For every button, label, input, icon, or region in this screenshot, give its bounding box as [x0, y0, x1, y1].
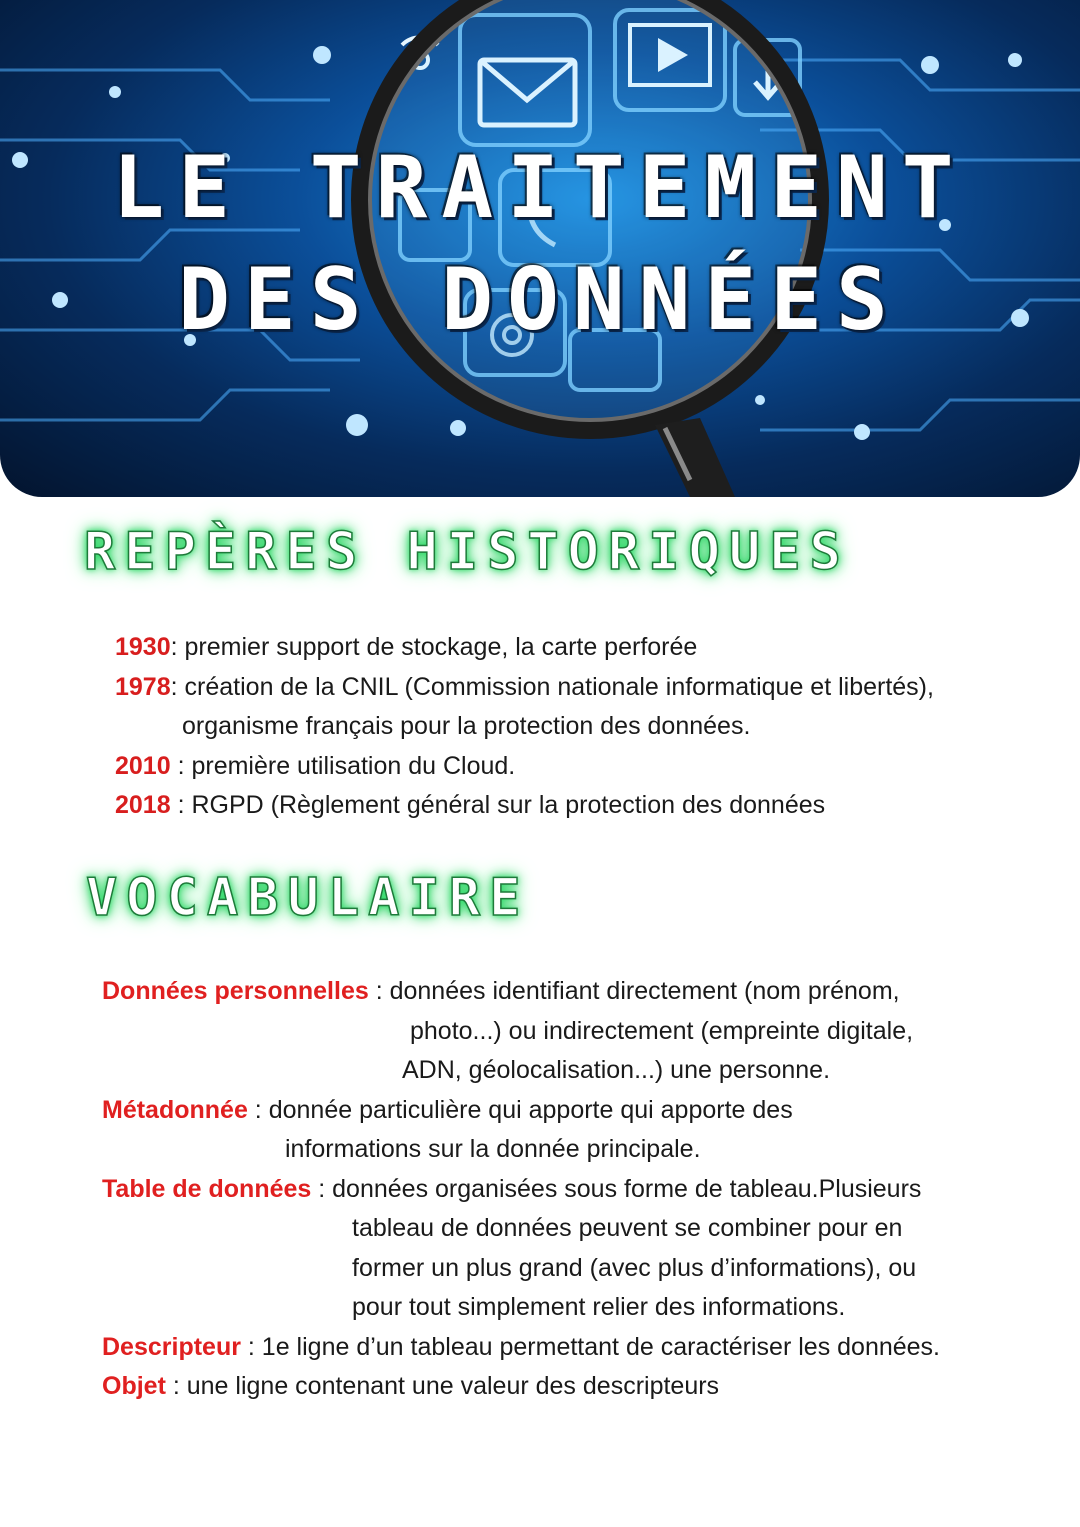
- vocab-item: [102, 972, 1052, 1012]
- history-item: [115, 628, 1015, 668]
- vocab-separator: :: [247, 1095, 269, 1124]
- vocab-separator: :: [368, 977, 390, 1005]
- vocab-definition: une ligne contenant une valeur des descripteurs: [186, 1372, 720, 1400]
- history-list: [115, 628, 1015, 826]
- vocab-definition-continued: ADN, géolocalisation...) une personne.: [402, 1056, 831, 1084]
- vocab-separator: :: [311, 1174, 333, 1203]
- vocab-term: Descripteur: [102, 1332, 241, 1361]
- vocab-term: Table de données: [102, 1174, 312, 1203]
- history-year: 1930: [115, 633, 171, 661]
- history-item: [115, 747, 1015, 787]
- history-year: 2018: [115, 791, 171, 819]
- vocab-definition: données identifiant directement (nom prénom,: [389, 977, 900, 1005]
- history-text: RGPD (Règlement général sur la protection des données: [191, 791, 826, 819]
- history-year: 1978: [115, 672, 171, 701]
- vocab-item: [102, 1170, 1052, 1210]
- vocab-definition-continued: former un plus grand (avec plus d’informations), ou: [352, 1253, 917, 1282]
- vocab-definition: 1e ligne d’un tableau permettant de caractériser les données.: [261, 1332, 941, 1361]
- history-separator: :: [170, 751, 192, 780]
- history-text: première utilisation du Cloud.: [191, 751, 516, 780]
- history-text: premier support de stockage, la carte perforée: [184, 633, 698, 661]
- vocab-item: [102, 1328, 1052, 1368]
- history-year: 2010: [115, 751, 171, 780]
- history-item: [115, 668, 1015, 708]
- history-separator: :: [170, 791, 192, 819]
- vocab-term: Objet: [102, 1372, 166, 1400]
- section-title-history: REPÈRES HISTORIQUES: [84, 522, 850, 582]
- vocabulary-list: [102, 972, 1052, 1407]
- vocab-definition: données organisées sous forme de tableau.Plusieurs: [332, 1174, 922, 1203]
- vocab-definition-continued: photo...) ou indirectement (empreinte digitale,: [410, 1016, 914, 1045]
- title-line-1: LE TRAITEMENT: [112, 138, 968, 238]
- vocab-term: Données personnelles: [102, 977, 369, 1005]
- history-separator: :: [170, 633, 185, 661]
- vocab-definition-continued: tableau de données peuvent se combiner pour en: [352, 1214, 903, 1242]
- history-separator: :: [170, 672, 185, 701]
- history-item: [115, 786, 1015, 826]
- section-title-vocabulary: VOCABULAIRE: [86, 868, 530, 928]
- hero-banner: [0, 0, 1080, 497]
- vocab-term: Métadonnée: [102, 1095, 248, 1124]
- page-title: [0, 132, 1080, 356]
- vocab-definition-continued: informations sur la donnée principale.: [285, 1135, 701, 1163]
- vocab-item: [102, 1367, 1052, 1407]
- vocab-separator: :: [165, 1372, 187, 1400]
- vocab-separator: :: [240, 1332, 262, 1361]
- title-line-2: DES DONNÉES: [178, 250, 902, 350]
- vocab-definition: donnée particulière qui apporte qui apporte des: [268, 1095, 793, 1124]
- vocab-item: [102, 1091, 1052, 1131]
- history-text-continued: organisme français pour la protection des données.: [182, 712, 751, 740]
- vocab-definition-continued: pour tout simplement relier des informations.: [352, 1293, 846, 1321]
- history-text: création de la CNIL (Commission nationale informatique et libertés),: [184, 672, 934, 701]
